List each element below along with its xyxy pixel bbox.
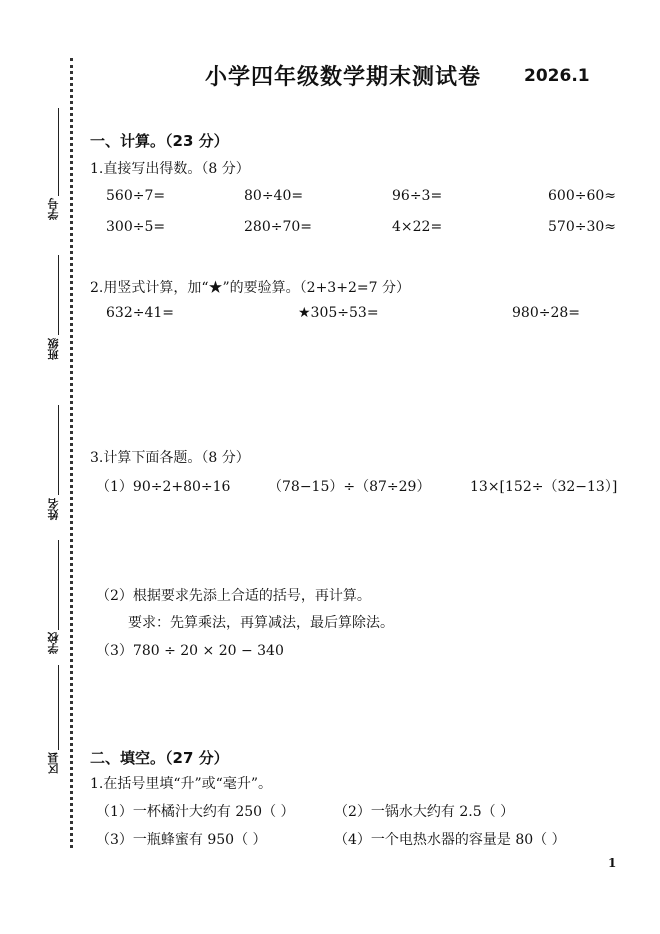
q2-expr: ★305÷53= (298, 305, 379, 321)
district-label: 区县 (47, 752, 60, 774)
q2-expr: 632÷41= (106, 305, 174, 321)
s2-q1-item: （4）一个电热水器的容量是 80（ ） (334, 832, 566, 848)
page-title: 小学四年级数学期末测试卷 (205, 65, 482, 90)
q1-expr: 280÷70= (244, 219, 312, 235)
section1-heading: 一、计算。（23 分） (90, 132, 229, 150)
q1-expr: 96÷3= (392, 188, 443, 204)
s2-q1-item: （3）一瓶蜂蜜有 950（ ） (96, 832, 267, 848)
section2-heading: 二、填空。（27 分） (90, 749, 229, 767)
q3-part3-expr: （3）780 ÷ 20 × 20 − 340 (96, 643, 284, 659)
student-id-underline (58, 108, 59, 196)
district-underline (58, 665, 59, 750)
q2-title: 2.用竖式计算，加“★”的要验算。（2+3+2=7 分） (90, 280, 410, 296)
s2-q1-title: 1.在括号里填“升”或“毫升”。 (90, 776, 272, 792)
school-label: 学校 (47, 632, 60, 654)
exam-date: 2026.1 (524, 66, 590, 86)
q2-expr: 980÷28= (512, 305, 580, 321)
s2-q1-item: （2）一锅水大约有 2.5（ ） (334, 804, 515, 820)
page-number: 1 (608, 856, 617, 870)
q3-expr: （78−15）÷（87÷29） (268, 479, 431, 495)
q3-expr: （1）90÷2+80÷16 (96, 479, 231, 495)
q1-expr: 300÷5= (106, 219, 166, 235)
binding-dotted-line (70, 58, 73, 848)
q1-expr: 4×22= (392, 219, 443, 235)
q3-part2-instruction: （2）根据要求先添上合适的括号，再计算。 (96, 588, 371, 604)
name-label: 姓名 (47, 498, 60, 520)
q3-title: 3.计算下面各题。（8 分） (90, 450, 250, 466)
s2-q1-item: （1）一杯橘汁大约有 250（ ） (96, 804, 295, 820)
q1-expr: 560÷7= (106, 188, 166, 204)
school-underline (58, 540, 59, 630)
q1-title: 1.直接写出得数。（8 分） (90, 161, 250, 177)
q3-expr: 13×[152÷（32−13）] (470, 479, 618, 495)
student-id-label: 学号 (47, 198, 60, 220)
class-label: 班级 (47, 338, 60, 360)
q1-expr: 570÷30≈ (548, 219, 616, 235)
q3-part2-requirement: 要求：先算乘法，再算减法，最后算除法。 (128, 615, 394, 631)
q1-expr: 600÷60≈ (548, 188, 616, 204)
q1-expr: 80÷40= (244, 188, 304, 204)
class-underline (58, 255, 59, 335)
name-underline (58, 405, 59, 495)
